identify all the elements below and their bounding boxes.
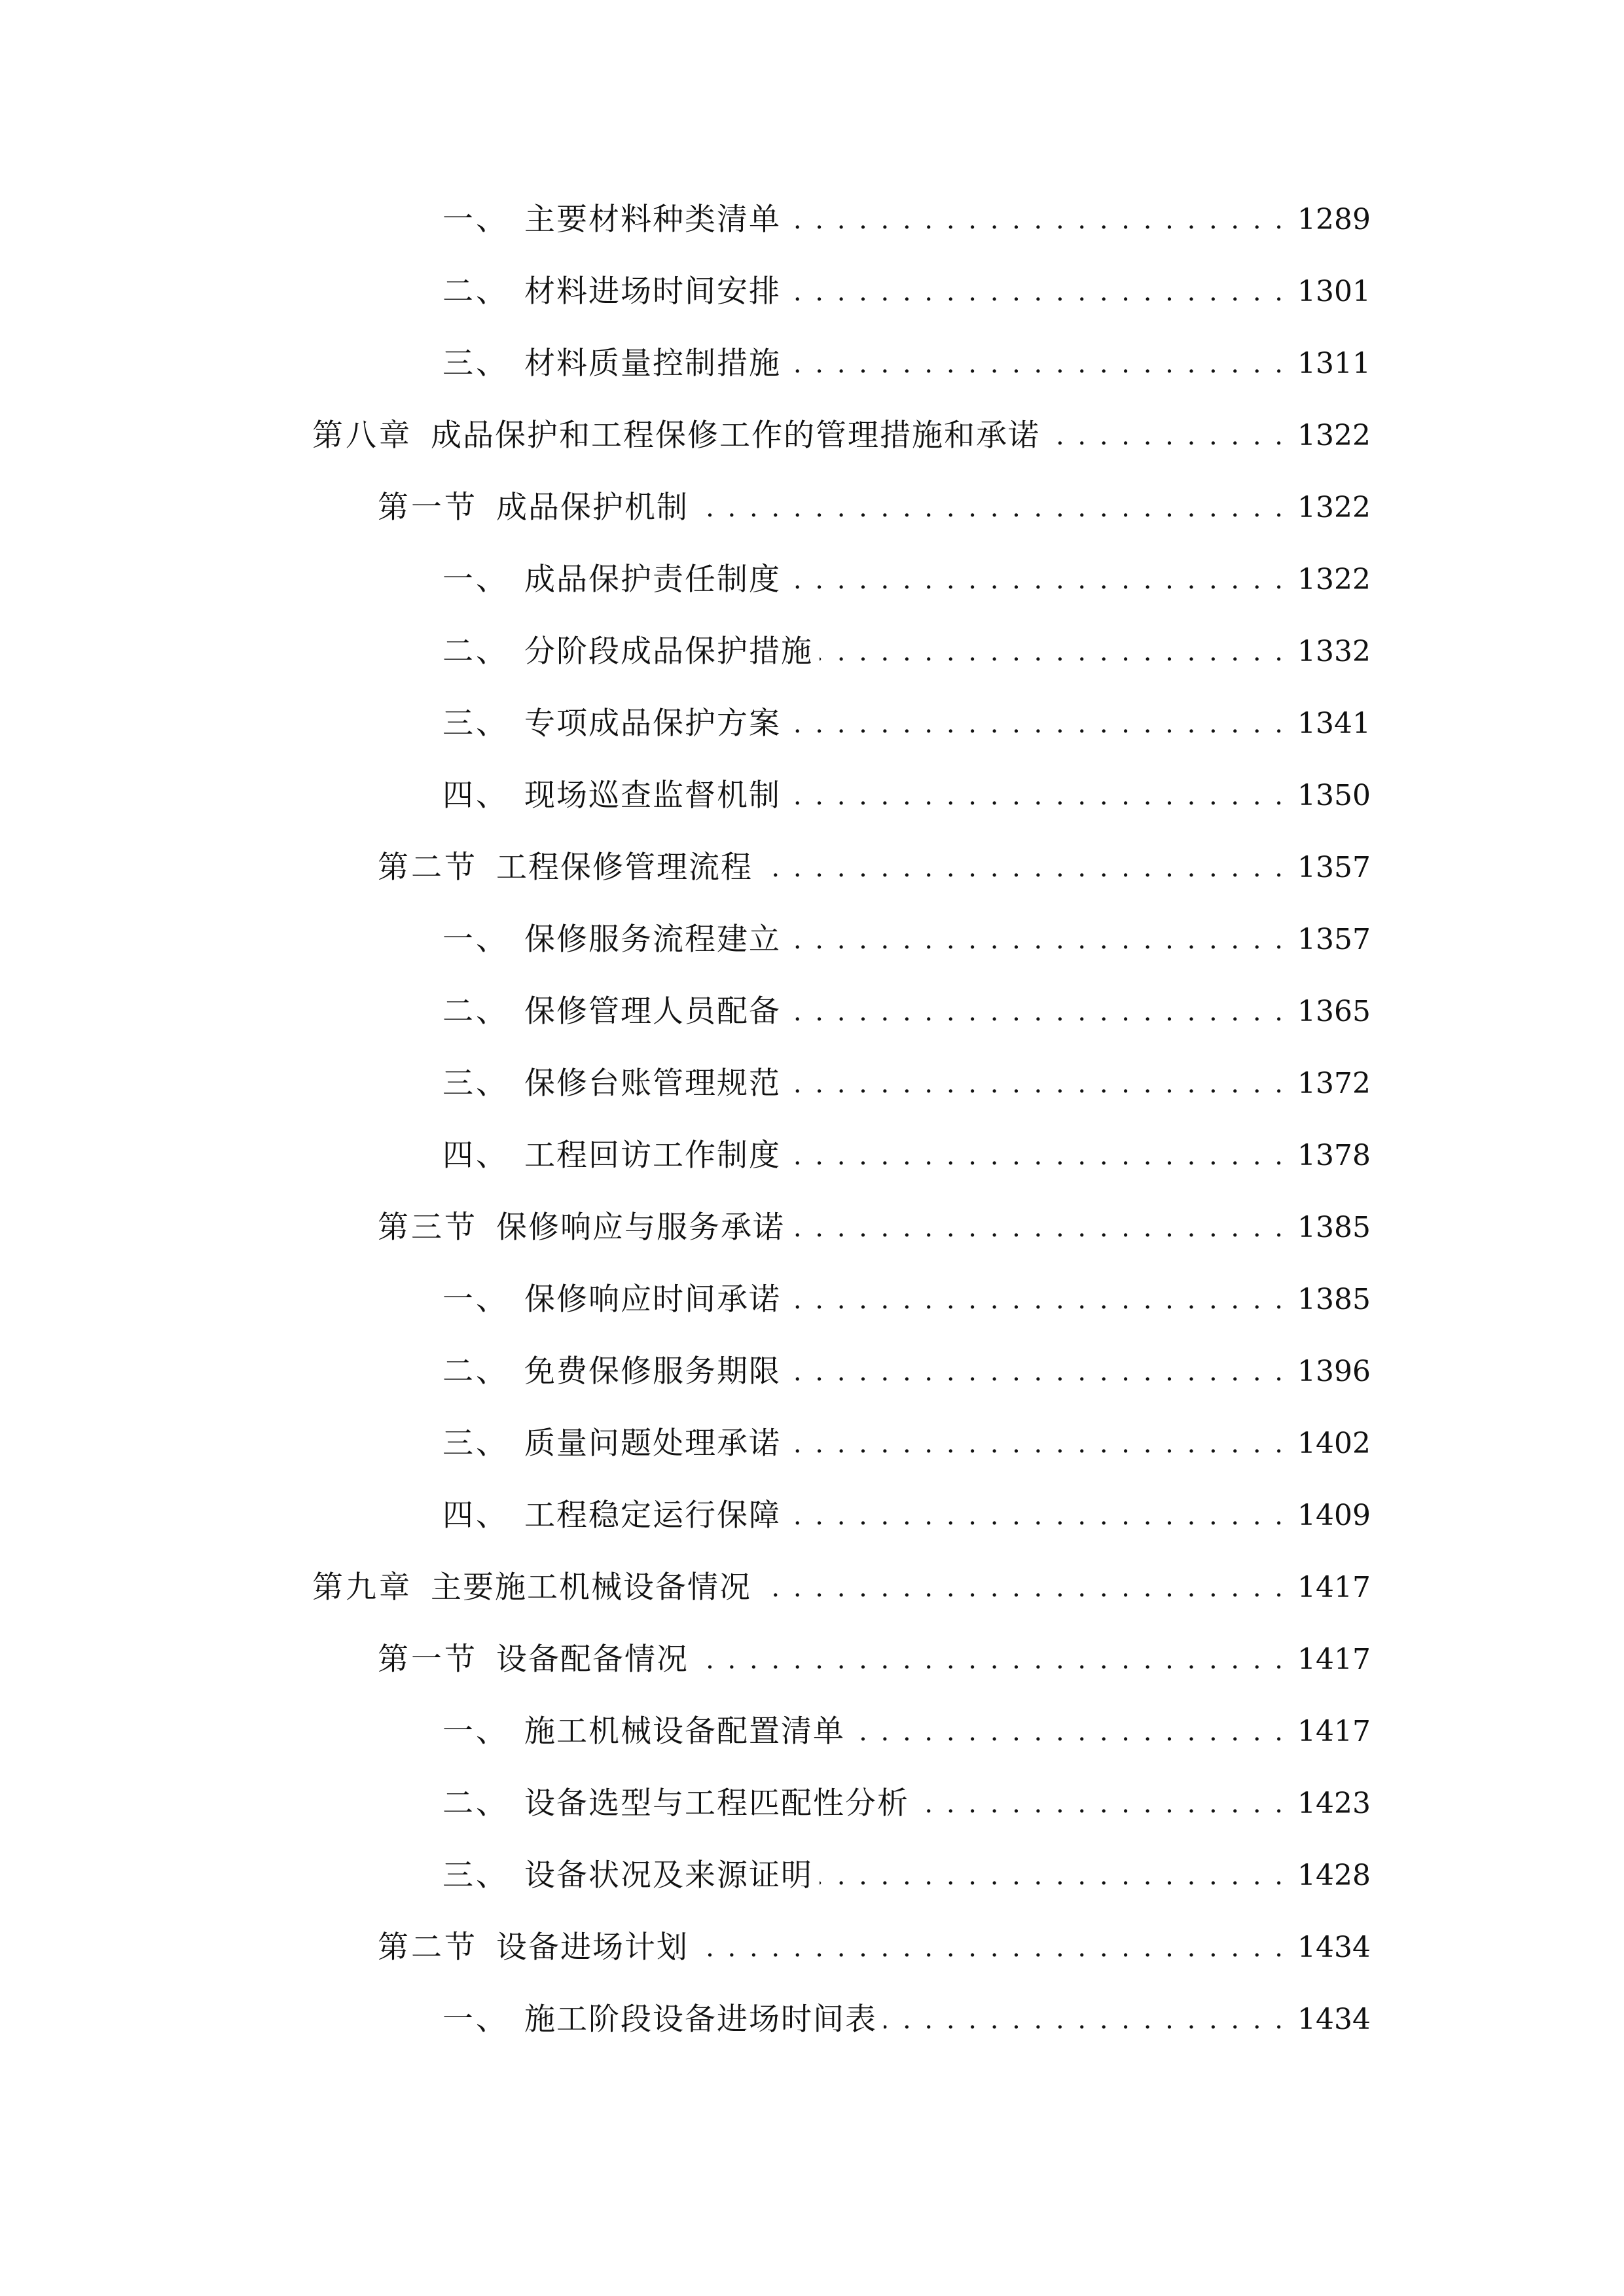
toc-entry-section[interactable] <box>0 1634 1624 1686</box>
toc-entry[interactable] <box>0 914 1624 966</box>
toc-entry-number: 第三节 <box>378 1210 478 1246</box>
toc-entry-number: 一、 <box>442 2001 509 2037</box>
toc-entry[interactable] <box>0 1490 1624 1542</box>
toc-entry[interactable] <box>0 986 1624 1038</box>
toc-leader-dots <box>884 1994 1286 2046</box>
toc-entry[interactable] <box>0 698 1624 750</box>
toc-entry-title: 现场巡查监督机制 <box>524 778 781 814</box>
toc-leader-dots <box>820 1850 1286 1902</box>
toc-leader-dots <box>787 1058 1286 1110</box>
toc-entry[interactable] <box>0 1778 1624 1830</box>
toc-entry-page: 1311 <box>1297 347 1371 380</box>
toc-entry[interactable] <box>0 1994 1624 2046</box>
toc-leader-dots <box>758 1562 1286 1614</box>
toc-entry-page: 1378 <box>1297 1139 1371 1172</box>
toc-entry-title: 工程稳定运行保障 <box>524 1498 781 1534</box>
toc-leader-dots <box>759 842 1286 894</box>
toc-entry-page: 1350 <box>1297 779 1371 812</box>
toc-entry-page: 1365 <box>1297 995 1371 1028</box>
toc-entry-title: 设备进场计划 <box>496 1929 689 1965</box>
toc-entry-title: 设备状况及来源证明 <box>524 1857 813 1893</box>
toc-leader-dots <box>787 266 1286 318</box>
toc-entry-number: 第二节 <box>378 1929 478 1965</box>
toc-entry[interactable] <box>0 626 1624 678</box>
toc-entry-number: 一、 <box>442 922 509 958</box>
toc-entry-number: 一、 <box>442 1282 509 1318</box>
toc-entry-title: 保修响应与服务承诺 <box>496 1210 785 1246</box>
toc-entry[interactable] <box>0 1058 1624 1110</box>
toc-leader-dots <box>787 1274 1286 1326</box>
toc-entry-page: 1322 <box>1297 419 1371 452</box>
toc-entry-section[interactable] <box>0 482 1624 534</box>
toc-leader-dots <box>787 1490 1286 1542</box>
toc-entry-title: 设备配备情况 <box>496 1641 689 1677</box>
toc-leader-dots <box>791 1202 1286 1254</box>
toc-entry-page: 1402 <box>1297 1427 1371 1460</box>
toc-leader-dots <box>787 914 1286 966</box>
toc-entry-title: 材料质量控制措施 <box>524 346 781 382</box>
toc-entry[interactable] <box>0 1706 1624 1758</box>
toc-entry-number: 三、 <box>442 1066 509 1102</box>
toc-entry-title: 专项成品保护方案 <box>524 706 781 742</box>
toc-entry-title: 质量问题处理承诺 <box>524 1426 781 1462</box>
toc-entry-number: 四、 <box>442 1498 509 1534</box>
toc-entry[interactable] <box>0 1346 1624 1398</box>
toc-entry-page: 1417 <box>1297 1715 1371 1748</box>
toc-entry-number: 四、 <box>442 778 509 814</box>
toc-entry-page: 1357 <box>1297 923 1371 956</box>
toc-entry-number: 三、 <box>442 346 509 382</box>
toc-entry-chapter[interactable] <box>0 410 1624 462</box>
toc-entry-title: 施工机械设备配置清单 <box>524 1713 845 1749</box>
toc-entry-title: 材料进场时间安排 <box>524 274 781 310</box>
toc-entry-number: 第九章 <box>312 1570 412 1605</box>
toc-entry-page: 1301 <box>1297 275 1371 308</box>
toc-entry[interactable] <box>0 338 1624 390</box>
toc-leader-dots <box>820 626 1286 678</box>
toc-entry-number: 二、 <box>442 634 509 670</box>
toc-entry-number: 二、 <box>442 1785 509 1821</box>
toc-entry-title: 免费保修服务期限 <box>524 1354 781 1390</box>
toc-entry-page: 1417 <box>1297 1571 1371 1604</box>
toc-entry-number: 三、 <box>442 1426 509 1462</box>
toc-entry-page: 1428 <box>1297 1859 1371 1892</box>
toc-entry-number: 一、 <box>442 562 509 598</box>
toc-entry-number: 第二节 <box>378 850 478 886</box>
toc-leader-dots <box>787 554 1286 606</box>
toc-entry-title: 保修台账管理规范 <box>524 1066 781 1102</box>
toc-entry-number: 二、 <box>442 994 509 1030</box>
toc-entry-page: 1322 <box>1297 563 1371 596</box>
toc-entry-title: 主要材料种类清单 <box>524 202 781 238</box>
toc-leader-dots <box>787 1346 1286 1398</box>
toc-leader-dots <box>695 1634 1286 1686</box>
toc-entry-title: 保修响应时间承诺 <box>524 1282 781 1318</box>
toc-leader-dots <box>852 1706 1286 1758</box>
toc-entry-page: 1396 <box>1297 1355 1371 1388</box>
toc-leader-dots <box>695 482 1286 534</box>
toc-entry-number: 二、 <box>442 274 509 310</box>
toc-entry-number: 一、 <box>442 202 509 238</box>
toc-entry-title: 成品保护机制 <box>496 490 689 526</box>
toc-entry-page: 1423 <box>1297 1787 1371 1820</box>
toc-entry[interactable] <box>0 1418 1624 1470</box>
toc-entry[interactable] <box>0 1850 1624 1902</box>
toc-entry[interactable] <box>0 266 1624 318</box>
toc-entry[interactable] <box>0 194 1624 246</box>
toc-entry-page: 1357 <box>1297 851 1371 884</box>
toc-entry-page: 1385 <box>1297 1283 1371 1316</box>
toc-entry-number: 第八章 <box>312 418 412 454</box>
toc-entry-title: 工程回访工作制度 <box>524 1138 781 1174</box>
toc-entry-title: 成品保护和工程保修工作的管理措施和承诺 <box>431 418 1040 454</box>
toc-entry-title: 分阶段成品保护措施 <box>524 634 813 670</box>
toc-entry-title: 保修服务流程建立 <box>524 922 781 958</box>
toc-leader-dots <box>1047 410 1286 462</box>
toc-leader-dots <box>787 770 1286 822</box>
toc-entry-title: 工程保修管理流程 <box>496 850 753 886</box>
toc-entry-page: 1332 <box>1297 635 1371 668</box>
toc-entry-page: 1434 <box>1297 1931 1371 1964</box>
toc-entry-title: 成品保护责任制度 <box>524 562 781 598</box>
toc-entry-title: 保修管理人员配备 <box>524 994 781 1030</box>
toc-entry-section[interactable] <box>0 1922 1624 1974</box>
toc-entry-title: 施工阶段设备进场时间表 <box>524 2001 877 2037</box>
toc-entry-title: 设备选型与工程匹配性分析 <box>524 1785 909 1821</box>
toc-entry[interactable] <box>0 770 1624 822</box>
toc-entry-number: 四、 <box>442 1138 509 1174</box>
toc-leader-dots <box>787 986 1286 1038</box>
toc-entry[interactable] <box>0 554 1624 606</box>
toc-leader-dots <box>787 194 1286 246</box>
toc-entry-number: 三、 <box>442 706 509 742</box>
toc-entry-section[interactable] <box>0 1202 1624 1254</box>
toc-entry-chapter[interactable] <box>0 1562 1624 1614</box>
toc-leader-dots <box>695 1922 1286 1974</box>
toc-leader-dots <box>787 338 1286 390</box>
toc-entry-page: 1434 <box>1297 2003 1371 2036</box>
toc-entry[interactable] <box>0 1130 1624 1182</box>
toc-entry-title: 主要施工机械设备情况 <box>431 1570 751 1605</box>
toc-leader-dots <box>787 1418 1286 1470</box>
toc-entry-page: 1417 <box>1297 1643 1371 1676</box>
toc-leader-dots <box>916 1778 1286 1830</box>
toc-entry-number: 二、 <box>442 1354 509 1390</box>
toc-entry-page: 1289 <box>1297 203 1371 236</box>
toc-entry-number: 第一节 <box>378 490 478 526</box>
toc-entry-page: 1341 <box>1297 707 1371 740</box>
toc-entry-section[interactable] <box>0 842 1624 894</box>
toc-entry[interactable] <box>0 1274 1624 1326</box>
toc-entry-number: 一、 <box>442 1713 509 1749</box>
toc-entry-page: 1409 <box>1297 1499 1371 1532</box>
toc-leader-dots <box>787 698 1286 750</box>
toc-entry-number: 第一节 <box>378 1641 478 1677</box>
toc-entry-page: 1372 <box>1297 1067 1371 1100</box>
toc-entry-number: 三、 <box>442 1857 509 1893</box>
toc-entry-page: 1322 <box>1297 491 1371 524</box>
toc-leader-dots <box>787 1130 1286 1182</box>
toc-entry-page: 1385 <box>1297 1211 1371 1244</box>
